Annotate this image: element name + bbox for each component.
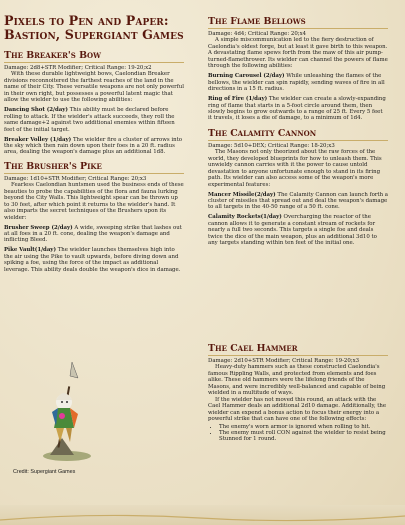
- right-column-lower: [208, 343, 388, 443]
- ability-name: Dancing Shot (2/day): [4, 107, 68, 114]
- ability-text: The wielder fire a cluster of arrows into the sky which then rain down upon their foes in a 20 ft. radius area, dealing the weapon's damage plus an additional 1d8.: [4, 136, 183, 156]
- weapon-stats: Damage: 2d8+STR Modifier; Critical Range: 19-20;x2: [4, 65, 152, 71]
- ability-name: Breaker Volley (1/day): [4, 136, 72, 143]
- ability-paragraph: [208, 214, 388, 246]
- weapon-stats: Damage: 4d4; Critical Range: 20;x4: [208, 31, 307, 37]
- weapon-stats: Damage: 1d10+STR Modifier; Critical Range: 20;x3: [4, 175, 147, 182]
- section-heading: The Cael Hammer: [208, 343, 388, 356]
- image-credit: Credit: Supergiant Games: [13, 469, 76, 475]
- character-illustration: [22, 356, 112, 464]
- ability-paragraph: [208, 73, 388, 92]
- ability-paragraph: [208, 96, 388, 122]
- weapon-stats: Damage: 5d10+DEX; Critical Range: 18-20;x3: [208, 142, 335, 149]
- ability-name: Burning Carousel (2/day): [208, 73, 285, 80]
- weapon-stats: Damage: 2d10+STR Modifier; Critical Range: 19-20;x3: [208, 358, 360, 364]
- section-heading: The Breaker's Bow: [4, 50, 184, 63]
- page-footer: [0, 505, 405, 525]
- weapon-description: If the wielder has not moved this round, an attack with the Cael Hammer deals an additional 2d10 damage. Additionally, the wielder can expend a bonus action to focus their energy into a powerful strike that can have one of the following effects:: [208, 396, 387, 423]
- ability-paragraph: [4, 137, 184, 156]
- ability-name: Pike Vault(1/day): [4, 247, 56, 254]
- ability-text: The Calamity Cannon can launch forth a cluster of missiles that spread out and deal the weapon's damage to all targets in the 40-50 range of a 50 ft. cone.: [208, 191, 388, 211]
- section-heading: The Brusher's Pike: [4, 161, 184, 174]
- list-item: • The enemy's worn armor is ignored when rolling to hit.: [219, 424, 388, 430]
- page-title: Pixels to Pen and Paper: Bastion, Supergiant Games: [4, 13, 184, 42]
- ability-name: Ring of Fire (1/day): [208, 96, 268, 103]
- footer-decoration: [0, 512, 405, 522]
- weapon-description: A simple miscommunication led to the fiery destruction of Caelondia's oldest forge, but at least it gave birth to this weapon. A devastating flame spews forth from the maw of this air pump-turned-flamethrower. Its wielder can channel the powers of flame through the following abilities:: [208, 37, 388, 70]
- weapon-description: Heavy-duty hammers such as these constructed Caelondia's famous Rippling Walls, and protected from elements and foes alike. These old hammers were the lifelong friends of the Masons, and were incredibly well-balanced and capable of being wielded in a multitude of ways.: [208, 364, 386, 397]
- weapon-description: With these durable lightweight bows, Caelondian Breaker divisions reconnoitered the farthest reaches of the land in the name of their City. These versatile weapons are not only powerful in their own right, but possesses a powerful latent magic that allow the wielder to use the following abilities:: [4, 71, 184, 104]
- ability-text: This ability must be declared before rolling to attack. If the wielder's attack succeeds, they roll the same damage+2 against two additional enemies within fifteen feet of the initial target.: [4, 107, 175, 133]
- ability-name: Calamity Rockets(1/day): [208, 214, 282, 221]
- left-column: [4, 14, 184, 273]
- section-cael-hammer: [208, 343, 388, 443]
- section-heading: The Flame Bellows: [208, 16, 388, 29]
- section-breakers-bow: [4, 50, 184, 156]
- ability-text: The wielder can create a slowly-expanding ring of flame that starts in a 5-foot circle around them, then slowly begins to grow outwards to a range of 25 ft. Every 5 feet it travels, it loses a die of damage, to a minimum of 1d4.: [208, 96, 386, 122]
- right-column: [208, 16, 388, 247]
- list-item: • The enemy must roll CON against the wielder to resist being Stunned for 1 round.: [219, 430, 388, 443]
- ability-text: Overcharging the reactor of the cannon allows it to generate a constant stream of rockets for nearly a full two seconds. This targets a single foe and deals twice the dice of the main weapon, plus an additional 3d10 to any targets standing within ten feet of the initial one.: [208, 214, 377, 247]
- section-calamity-cannon: [208, 128, 388, 247]
- ability-paragraph: [4, 107, 184, 133]
- section-flame-bellows: [208, 16, 388, 122]
- section-brushers-pike: [4, 161, 184, 273]
- ability-paragraph: [208, 192, 388, 211]
- ability-name: Mancer Missile(2/day): [208, 191, 276, 198]
- ability-paragraph: [4, 225, 184, 244]
- ability-text: The wielder launches themselves high into the air using the Pike to vault upwards, before diving down and spiking a foe, using the force of the impact as additional leverage. This ability deals double the weapon's dice in damage.: [4, 247, 181, 273]
- weapon-description: Fearless Caelondian huntsmen used the business ends of these beauties to probe the capabilities of the flora and fauna lurking beyond the City Walls. This lightweight spear can be thrown up to 30 feet, after which point it returns to the wielder's hand. It also imparts the secret techniques of the Brushers upon its wielder:: [4, 182, 184, 221]
- section-heading: The Calamity Cannon: [208, 128, 388, 141]
- ability-paragraph: [4, 247, 184, 273]
- ability-text: While unleashing the flames of the bellows, the wielder can spin rapidly, sending waves of fire in all directions in a 15 ft. radius.: [208, 73, 385, 93]
- ability-text: A wide, sweeping strike that lashes out at all foes in a 20 ft. cone, dealing the weapon's damage and inflicting Bleed.: [4, 224, 182, 244]
- ability-name: Brusher Sweep (2/day): [4, 224, 73, 231]
- effect-list: [208, 424, 388, 443]
- weapon-description: The Masons not only theorized about the raw forces of the world, they developed blueprints for how to unleash them. This unwieldy cannon carries with it the power to cause untold devastation to anyone unfortunate enough to stand in its firing path. Its wielder can also access some of the weapon's more experimental features:: [208, 149, 382, 188]
